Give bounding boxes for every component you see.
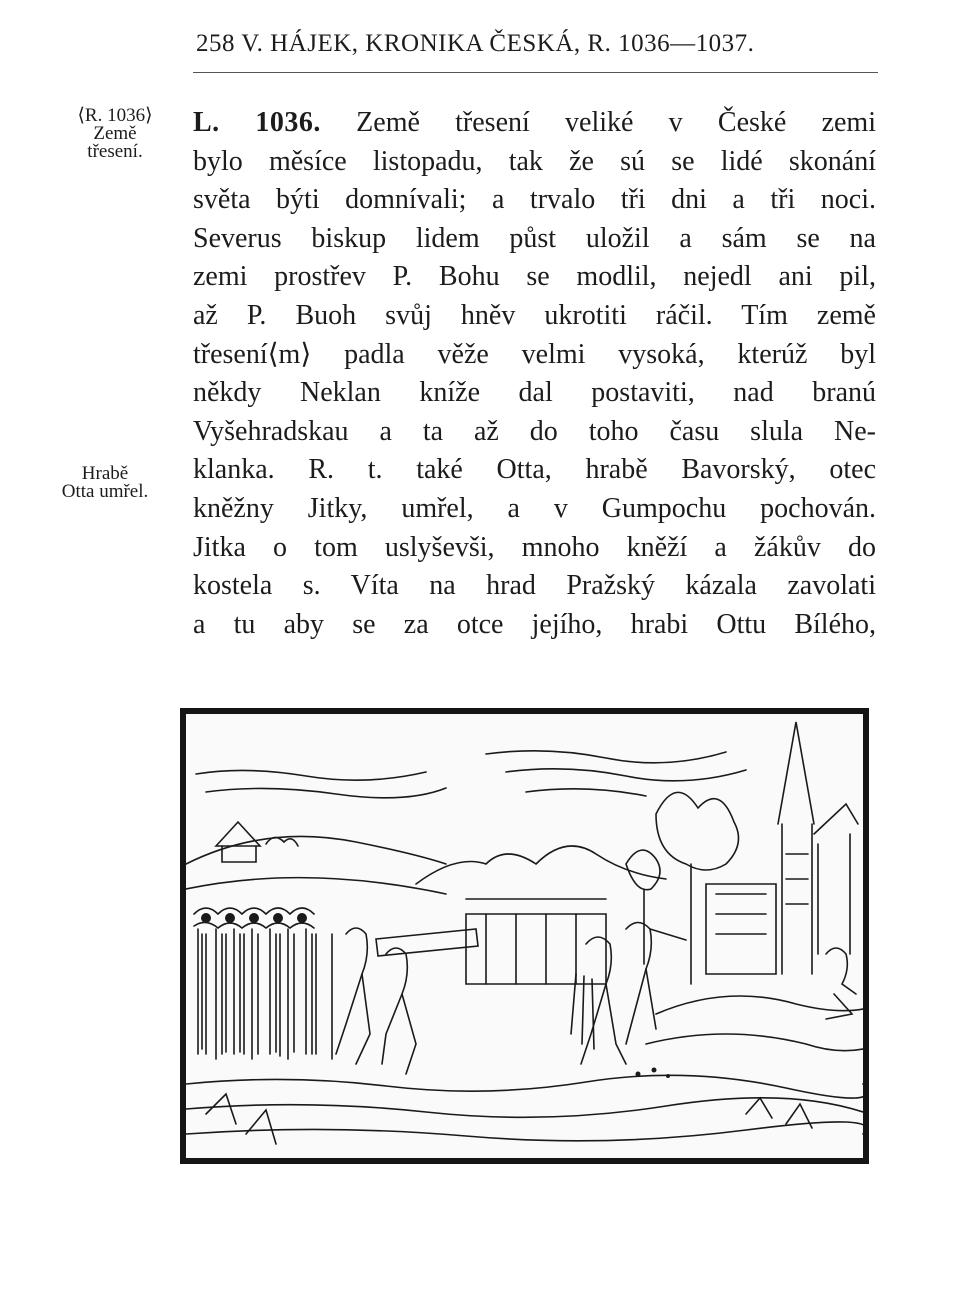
marginal-note-line: Otta umřel.	[61, 481, 149, 502]
text-line: třesení⟨m⟩ padla věže velmi vysoká, kterúž byl	[193, 338, 876, 370]
marginal-note-otta	[30, 465, 180, 501]
text-line: Severus biskup lidem půst uložil a sám se na	[193, 222, 876, 254]
text-line: klanka. R. t. také Otta, hrabě Bavorský, otec	[193, 454, 876, 486]
marginal-note-line: Hrabě	[81, 463, 129, 484]
text-line: kněžny Jitky, umřel, a v Gumpochu pochován.	[193, 492, 876, 524]
marginal-note-line: ⟨R. 1036⟩	[77, 105, 153, 126]
header-rule	[193, 72, 878, 73]
running-head: 258 V. HÁJEK, KRONIKA ČESKÁ, R. 1036—1037.	[196, 30, 755, 57]
marginal-note-line: třesení.	[87, 141, 143, 162]
text-line: a tu aby se za otce jejího, hrabi Ottu Bílého,	[193, 608, 876, 640]
text-line: kostela s. Víta na hrad Pražský kázala zavolati	[193, 570, 876, 602]
text-line: někdy Neklan kníže dal postaviti, nad branú	[193, 377, 876, 409]
woodcut-scene	[186, 714, 863, 1158]
text-line: světa býti domnívali; a trvalo tři dni a tři noci.	[193, 184, 876, 216]
text-line: bylo měsíce listopadu, tak že sú se lidé skonání	[193, 145, 876, 177]
text-line: Vyšehradskau a ta až do toho času slula Ne-	[193, 415, 876, 447]
first-line-text: Země třesení veliké v České zemi	[356, 107, 876, 138]
text-line-first	[193, 104, 876, 143]
chronicle-text	[193, 104, 876, 644]
marginal-note-earthquake	[60, 107, 170, 161]
text-line: zemi prostřev P. Bohu se modlil, nejedl ani pil,	[193, 261, 876, 293]
woodcut-illustration	[180, 708, 869, 1164]
text-line: Jitka o tom uslyševši, mnoho kněží a žákův do	[193, 531, 876, 563]
year-label: L. 1036.	[193, 107, 321, 138]
text-line: až P. Buoh svůj hněv ukrotiti ráčil. Tím země	[193, 299, 876, 331]
marginal-note-line: Země	[93, 123, 137, 144]
